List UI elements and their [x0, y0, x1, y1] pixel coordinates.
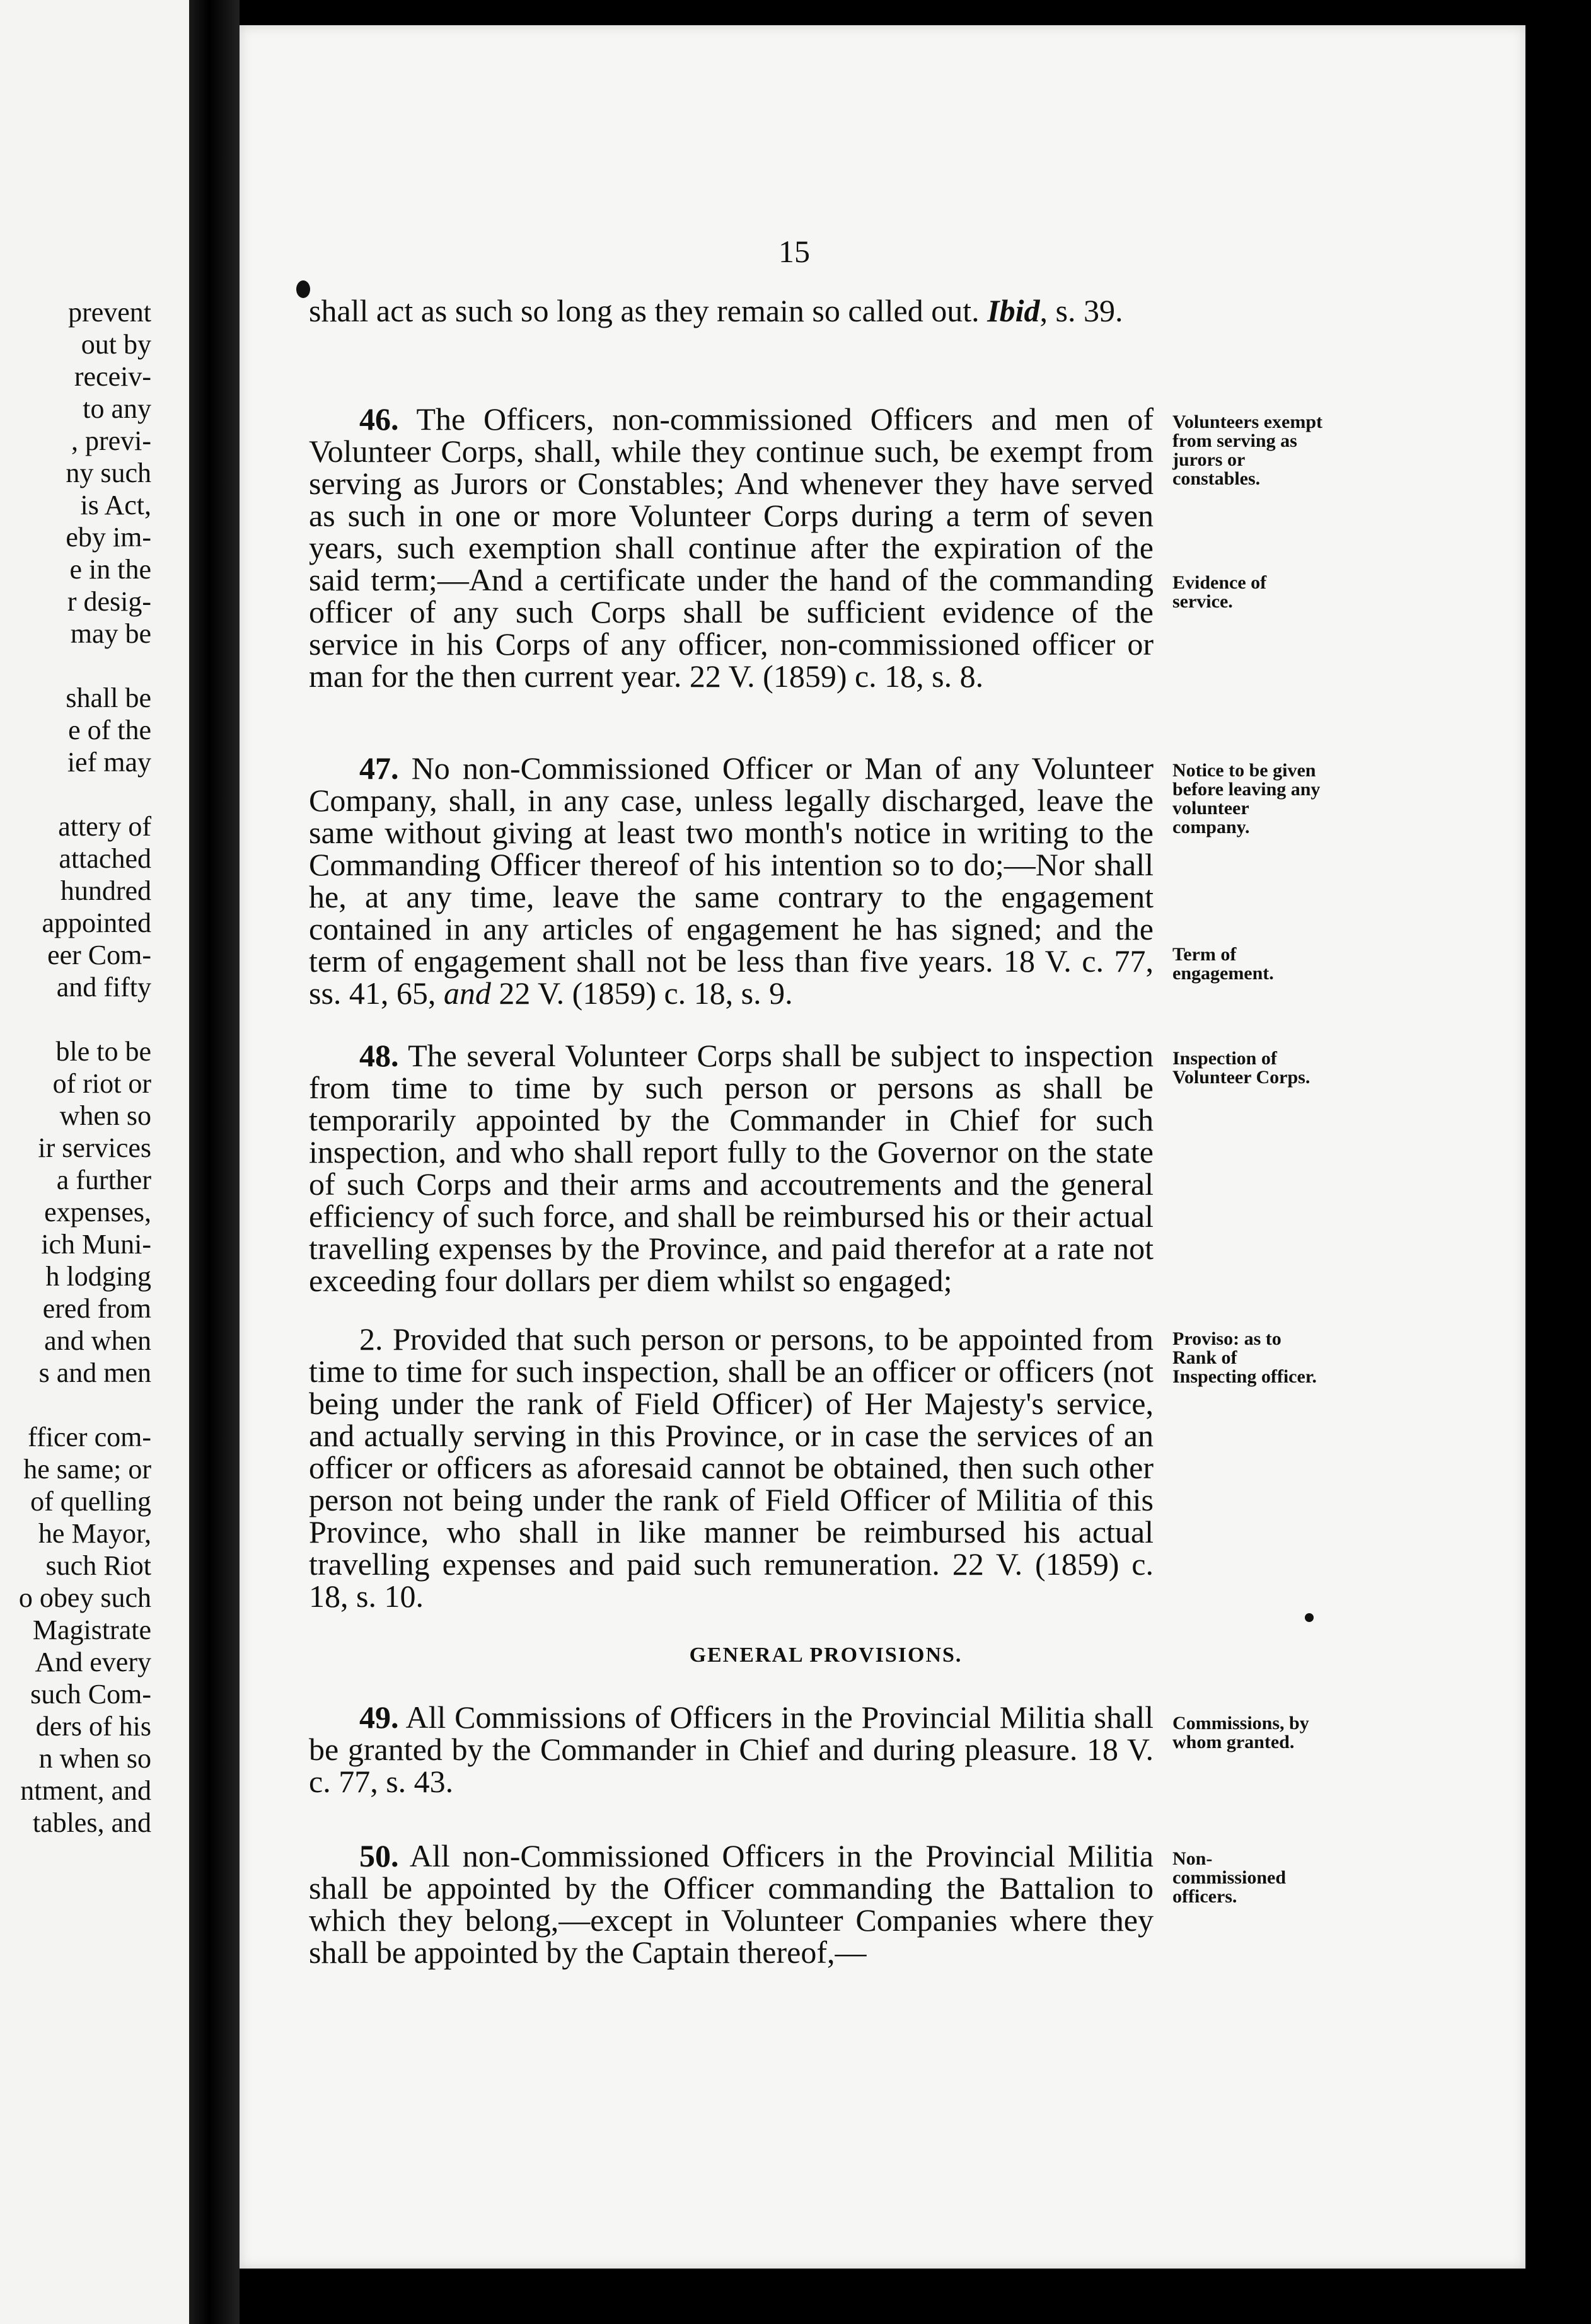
- facing-page-line: ntment, and: [20, 1775, 151, 1806]
- facing-page-line: [0, 1389, 151, 1421]
- facing-page-line: attached: [59, 843, 151, 874]
- facing-page-line: such Riot: [45, 1550, 151, 1581]
- section-text: All Commissions of Officers in the Provincial Militia shall be granted by the Commander in Chief and during pleasure. 18 V. c. 77, s. 43.: [309, 1700, 1154, 1799]
- facing-page-line: receiv-: [74, 361, 151, 392]
- facing-page-line: expenses,: [44, 1197, 151, 1228]
- section-number: 49.: [359, 1700, 399, 1735]
- facing-page-line: of riot or: [52, 1068, 151, 1099]
- facing-page-line: to any: [83, 393, 151, 424]
- section-number: 47.: [359, 751, 399, 786]
- facing-page-line: Magistrate: [32, 1614, 151, 1645]
- facing-page-line: may be: [70, 618, 151, 649]
- facing-page-line: And every: [35, 1647, 151, 1677]
- facing-page-line: o obey such: [18, 1582, 151, 1613]
- continuation-paragraph: shall act as such so long as they remain so called out. Ibid, s. 39.: [309, 293, 1123, 328]
- facing-page-line: , previ-: [71, 425, 151, 456]
- facing-page-line: ich Muni-: [41, 1229, 151, 1260]
- margin-note-proviso: Proviso: as to Rank of Inspecting officer.: [1172, 1328, 1317, 1387]
- section-heading: GENERAL PROVISIONS.: [689, 1643, 963, 1667]
- facing-page-line: eer Com-: [47, 940, 151, 970]
- section-50: [309, 1840, 1154, 1969]
- facing-page-line: [0, 1003, 151, 1035]
- section-text: The Officers, non-commissioned Officers and men of Volunteer Corps, shall, while they continue such, be exempt from serving as Jurors or Constables; And whenever they have served as such in one or more Volunteer Corps during a term of seven years, such exemption shall continue after the expiration of the said term;—And a certificate under the hand of the commanding officer of any such Corps shall be sufficient evidence of the service in his Corps of any officer, non-commissioned officer or man for the then current year. 22 V. (1859) c. 18, s. 8.: [309, 401, 1154, 694]
- section-text: No non-Commissioned Officer or Man of any Volunteer Company, shall, in any case, unless legally discharged, leave the same without giving at least two month's notice in writing to the Commanding Officer thereof of his intention so to do;—Nor shall he, at any time, leave the same contrary to the engagement contained in any articles of engagement he has signed; and the term of engagement shall not be less than five years. 18 V. c. 77, ss. 41, 65,: [309, 751, 1154, 1011]
- section-number: 48.: [359, 1038, 399, 1073]
- margin-note-commissions: Commissions, by whom granted.: [1172, 1713, 1309, 1752]
- facing-page-line: and when: [44, 1325, 151, 1356]
- section-47: [309, 752, 1154, 1010]
- facing-page-line: appointed: [42, 907, 151, 938]
- page: [240, 25, 1525, 2269]
- facing-page-line: r desig-: [67, 586, 151, 617]
- section-text: The several Volunteer Corps shall be subject to inspection from time to time by such person or persons as shall be temporarily appointed by the Commander in Chief for such inspection, and who shall report fully to the Governor on the state of such Corps and their arms and accoutrements and the general efficiency of such force, and shall be reimbursed his or their actual travelling expenses by the Province, and paid therefor at a rate not exceeding four dollars per diem whilst so engaged;: [309, 1038, 1154, 1298]
- section-text-tail: 22 V. (1859) c. 18, s. 9.: [499, 975, 793, 1011]
- page-number: 15: [778, 234, 810, 269]
- book-gutter: [189, 0, 240, 2324]
- margin-note-volunteers-exempt: Volunteers exempt from serving as jurors or constables.: [1172, 411, 1323, 489]
- section-49: [309, 1701, 1154, 1798]
- facing-page-line: a further: [56, 1165, 151, 1195]
- continuation-text: shall act as such so long as they remain so called out.: [309, 293, 980, 328]
- facing-page-line: hundred: [60, 875, 151, 906]
- facing-page-line: ir services: [38, 1132, 151, 1163]
- ink-speck: [1305, 1613, 1314, 1622]
- facing-page-line: [0, 778, 151, 810]
- facing-page-line: ny such: [66, 457, 151, 488]
- facing-page: [0, 0, 189, 2324]
- facing-page-line: ble to be: [55, 1036, 151, 1067]
- facing-page-line: e of the: [68, 715, 151, 745]
- section-text: All non-Commissioned Officers in the Provincial Militia shall be appointed by the Officer commanding the Battalion to which they belong,—except in Volunteer Companies where they shall be appointed by the Captain thereof,—: [309, 1838, 1154, 1970]
- facing-page-line: n when so: [38, 1743, 151, 1774]
- margin-note-notice: Notice to be given before leaving any volunteer company.: [1172, 760, 1321, 837]
- facing-page-line: h lodging: [45, 1261, 151, 1292]
- section-text: Provided that such person or persons, to be appointed from time to time for such inspection, shall be an officer or officers (not being under the rank of Field Officer) of Her Majesty's service, and actually serving in this Province, or in case the services of an officer or officers as aforesaid cannot be obtained, then such other person not being under the rank of Field Officer of Militia of this Province, who shall in like manner be reimbursed his actual travelling expenses and paid such remuneration. 22 V. (1859) c. 18, s. 10.: [309, 1321, 1154, 1614]
- facing-page-line: e in the: [69, 554, 151, 585]
- section-48-subsection-2: [309, 1323, 1154, 1613]
- ibid-reference: Ibid: [987, 293, 1040, 328]
- facing-page-line: is Act,: [80, 490, 151, 521]
- section-text-italic: and: [443, 975, 491, 1011]
- ink-blot: [296, 280, 310, 298]
- margin-note-inspection: Inspection of Volunteer Corps.: [1172, 1048, 1310, 1088]
- facing-page-line: out by: [81, 329, 151, 360]
- facing-page-line: ered from: [42, 1293, 151, 1324]
- facing-page-line: tables, and: [32, 1807, 151, 1838]
- section-number: 46.: [359, 401, 399, 437]
- subsection-number: 2.: [359, 1321, 383, 1357]
- facing-page-line: of quelling: [30, 1486, 151, 1517]
- margin-note-term: Term of engagement.: [1172, 944, 1274, 984]
- section-46: [309, 403, 1154, 693]
- continuation-ref: s. 39.: [1055, 293, 1123, 328]
- facing-page-line: attery of: [58, 811, 151, 842]
- facing-page-line: ders of his: [35, 1711, 151, 1742]
- facing-page-line: he same; or: [23, 1454, 151, 1485]
- facing-page-line: shall be: [66, 682, 151, 713]
- facing-page-line: s and men: [38, 1357, 151, 1388]
- section-48: [309, 1040, 1154, 1297]
- facing-page-line: he Mayor,: [38, 1518, 151, 1549]
- facing-page-line: and fifty: [56, 972, 151, 1003]
- facing-page-line: ief may: [67, 747, 151, 778]
- facing-page-line: prevent: [68, 297, 151, 328]
- facing-page-line: eby im-: [66, 522, 151, 553]
- facing-page-line: fficer com-: [28, 1422, 151, 1452]
- facing-page-line: such Com-: [30, 1679, 151, 1710]
- facing-page-line: [0, 650, 151, 682]
- facing-page-line: when so: [59, 1100, 151, 1131]
- margin-note-non-commissioned: Non-commissioned officers.: [1172, 1848, 1286, 1907]
- section-number: 50.: [359, 1838, 399, 1873]
- facing-page-text: [0, 296, 151, 1839]
- margin-note-evidence: Evidence of service.: [1172, 572, 1267, 612]
